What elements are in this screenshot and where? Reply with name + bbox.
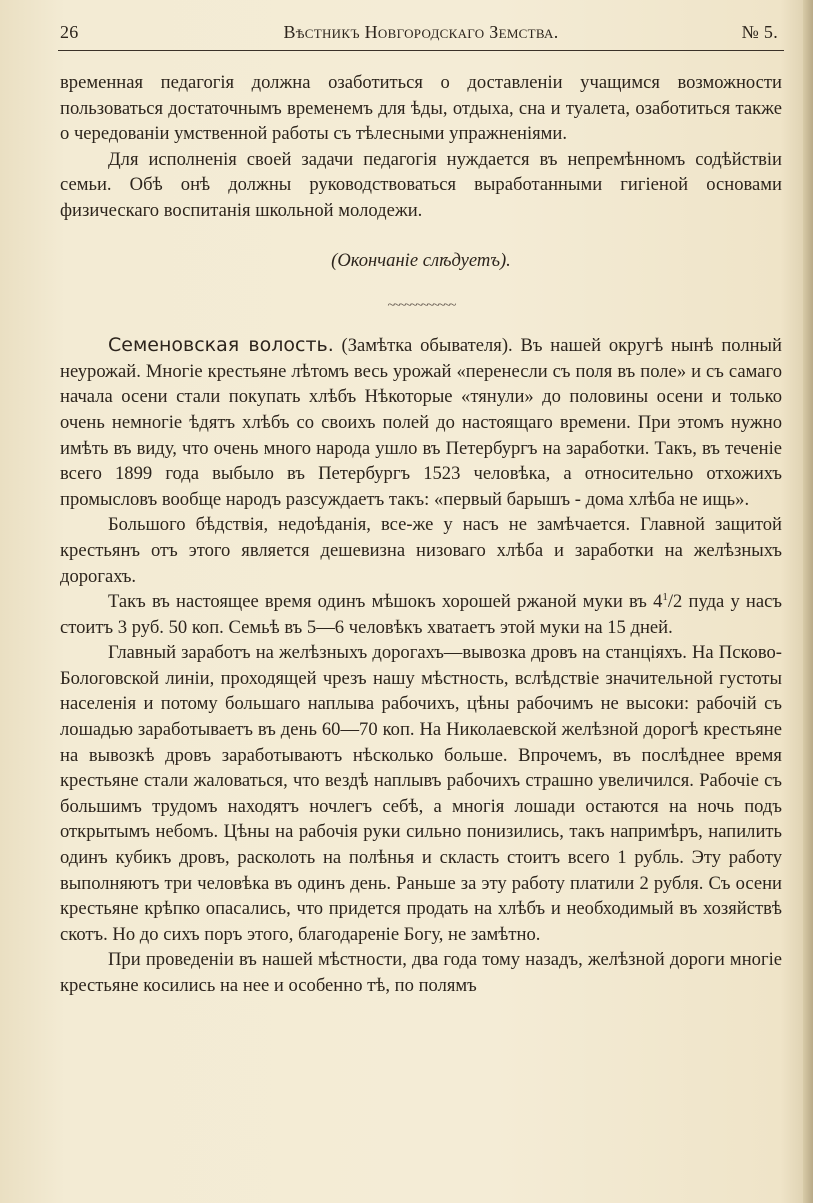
running-header (60, 22, 782, 48)
header-rule (58, 50, 784, 51)
fraction-numerator: 1 (662, 590, 668, 603)
article-paragraph: Для исполненія своей задачи педагогія нуждается въ непремѣнномъ содѣйствіи семьи. Обѣ онѣ должны руководствоваться выработанными гигіеной основами физическаго воспитанія школьной молодежи. (60, 148, 782, 221)
section-divider: ~~~~~~~~~~~~ (387, 298, 455, 314)
page-body (60, 70, 782, 999)
note-text: (Замѣтка обывателя). Въ нашей округѣ нынѣ полный неурожай. Многіе крестьяне лѣтомъ весь урожай «перенесли съ поля въ поле» и съ самаго начала осени стали покупать хлѣбъ Нѣкоторые «тянули» до половины осени и только очень немногіе ѣдятъ хлѣбъ со своихъ полей до настоящаго времени. При этомъ нужно имѣть въ виду, что очень много народа ушло въ Петербургъ на заработки. Такъ, въ теченіе всего 1899 года выбыло въ Петербургъ 1523 человѣка, а относительно отхожихъ промысловъ вообще народъ разсуждаетъ такъ: «первый барышъ - дома хлѣба не ищь». (60, 335, 782, 510)
continued-note: (Окончаніе слѣдуетъ). (331, 249, 511, 271)
note-text: Такъ въ настоящее время одинъ мѣшокъ хорошей ржаной муки въ 4 (108, 591, 663, 613)
fraction-denominator: /2 (667, 591, 683, 613)
page-number: 26 (60, 22, 79, 42)
note-text: пуда у насъ стоитъ 3 руб. 50 коп. Семьѣ въ 5—6 человѣкъ хватаетъ этой муки на 15 дней. (60, 591, 783, 638)
issue-number: № 5. (741, 22, 778, 42)
note-paragraph (60, 333, 782, 512)
article-paragraph: временная педагогія должна озаботиться о доставленіи учащимся возможности пользоваться достаточнымъ временемъ для ѣды, отдыха, сна и туалета, озаботиться также о чередованіи умственной работы съ тѣлесными упражненіями. (60, 72, 782, 145)
note-paragraph: Большого бѣдствія, недоѣданія, все-же у насъ не замѣчается. Главной защитой крестьянъ отъ этого является дешевизна низоваго хлѣба и заработки на желѣзныхъ дорогахъ. (60, 514, 782, 587)
note-paragraph: Главный заработъ на желѣзныхъ дорогахъ—вывозка дровъ на станціяхъ. На Псково-Бологовской линіи, проходящей чрезъ нашу мѣстность, вслѣдствіе значительной густоты населенія и потому большаго наплыва рабочихъ, цѣны рабочимъ не высоки: рабочій съ лошадью заработываетъ въ день 60—70 коп. На Николаевской желѣзной дорогѣ крестьяне на вывозкѣ дровъ заработываютъ нѣсколько больше. Впрочемъ, въ послѣднее время крестьяне стали жаловаться, что вездѣ наплывъ рабочихъ страшно увеличился. Рабочіе съ большимъ трудомъ находятъ ночлегъ себѣ, а многія лошади остаются на ночь подъ открытымъ небомъ. Цѣны на рабочія руки сильно понизились, такъ напримѣръ, напилить одинъ кубикъ дровъ, расколоть на полѣнья и скласть стоитъ всего 1 рубль. Эту работу выполняютъ три человѣка въ одинъ день. Раньше за эту работу платили 2 рубля. Съ осени крестьяне крѣпко опасались, что придется продать на хлѣбъ и необходимый въ хозяйствѣ скотъ. Но до сихъ поръ этого, благодареніе Богу, не замѣтно. (60, 642, 782, 945)
page-edge (803, 0, 813, 1203)
journal-title: Вѣстникъ Новгородскаго Земства. (283, 22, 559, 42)
note-paragraph (60, 589, 782, 640)
note-title: Семеновская волость. (108, 334, 334, 357)
note-paragraph: При проведеніи въ нашей мѣстности, два года тому назадъ, желѣзной дороги многіе крестьяне косились на нее и особенно тѣ, по полямъ (60, 949, 782, 996)
